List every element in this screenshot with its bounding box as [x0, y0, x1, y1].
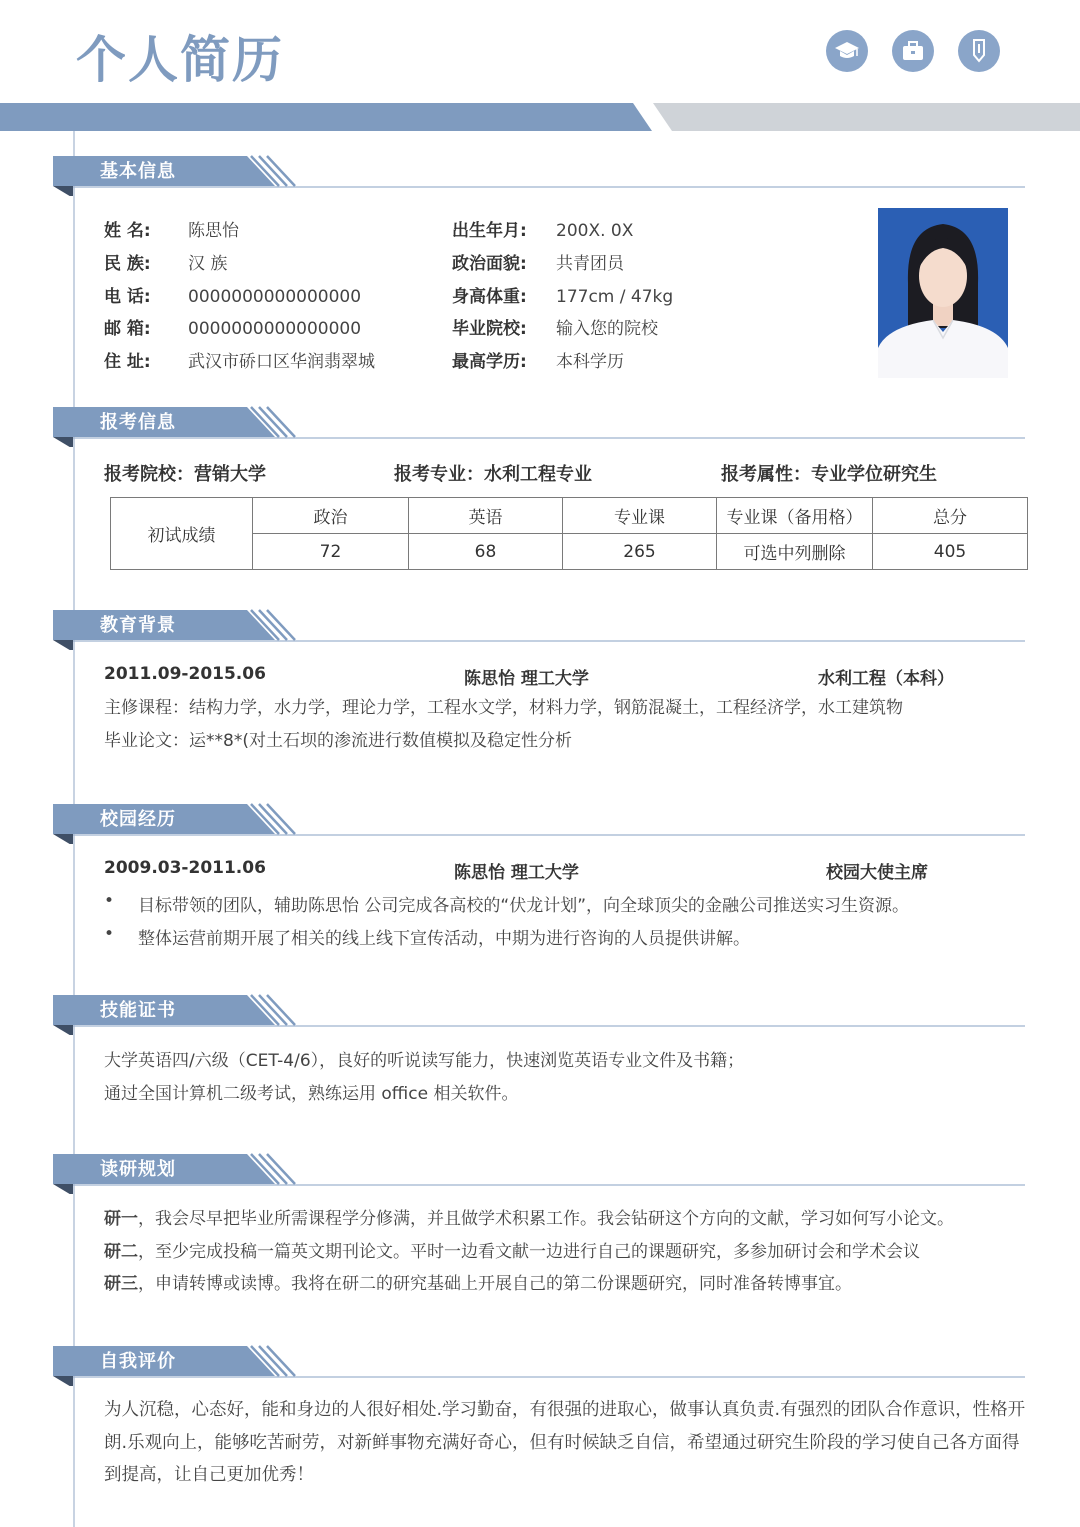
table-row — [111, 498, 1028, 534]
plan-label: 研三 — [104, 1274, 138, 1294]
table-header: 专业课 — [563, 498, 717, 534]
campus-bullet-text: 目标带领的团队，辅助陈思怡 公司完成各高校的“伏龙计划”，向全球顶尖的金融公司推送实习生资源。 — [138, 896, 910, 916]
info-label: 出生年月: — [452, 221, 527, 241]
plan-label: 研一 — [104, 1209, 138, 1229]
info-label: 身高体重: — [452, 287, 527, 307]
table-cell: 可选中列删除 — [717, 534, 873, 570]
campus-school: 陈思怡 理工大学 — [454, 863, 579, 883]
graduation-cap-icon — [826, 30, 868, 72]
info-height-weight — [452, 286, 673, 308]
info-label: 住 址: — [104, 352, 151, 372]
education-school: 陈思怡 理工大学 — [464, 669, 589, 689]
section-self-eval — [53, 1342, 1025, 1386]
section-apply-info — [53, 403, 1025, 447]
info-label: 政治面貌: — [452, 254, 527, 274]
section-title: 自我评价 — [100, 1351, 176, 1372]
page-title: 个人简历 — [76, 31, 284, 89]
section-header — [53, 1150, 1025, 1194]
education-major: 水利工程（本科） — [818, 669, 954, 689]
header-icons — [826, 30, 1000, 72]
info-value: 本科学历 — [556, 352, 624, 372]
info-value: 输入您的院校 — [556, 319, 658, 339]
campus-role: 校园大使主席 — [826, 863, 928, 883]
table-cell: 405 — [873, 534, 1028, 570]
info-label: 邮 箱: — [104, 319, 151, 339]
table-cell: 初试成绩 — [111, 498, 253, 570]
info-value: 0000000000000000 — [188, 287, 362, 307]
plan-text: ，至少完成投稿一篇英文期刊论文。平时一边看文献一边进行自己的课题研究，多参加研讨会和学术会议 — [138, 1242, 920, 1262]
section-header — [53, 152, 1025, 196]
table-cell: 68 — [409, 534, 563, 570]
section-campus — [53, 800, 1025, 844]
profile-photo — [878, 208, 1008, 378]
info-label: 毕业院校: — [452, 319, 527, 339]
info-name — [104, 220, 239, 242]
section-plan — [53, 1150, 1025, 1194]
section-basic-info — [53, 152, 1025, 196]
header-band — [0, 103, 1080, 131]
info-label: 姓 名: — [104, 221, 151, 241]
section-title: 基本信息 — [100, 161, 176, 182]
info-school — [452, 318, 658, 340]
bullet-icon: • — [104, 891, 115, 911]
info-value: 0000000000000000 — [188, 319, 362, 339]
section-title: 技能证书 — [100, 1000, 176, 1021]
plan-item — [104, 1241, 920, 1263]
section-title: 校园经历 — [100, 809, 176, 830]
info-label: 民 族: — [104, 254, 151, 274]
education-date: 2011.09-2015.06 — [104, 664, 266, 684]
info-ethnicity — [104, 253, 227, 275]
skills-line: 大学英语四/六级（CET-4/6），良好的听说读写能力，快速浏览英语专业文件及书籍； — [104, 1051, 745, 1071]
self-eval-text: 为人沉稳，心态好，能和身边的人很好相处.学习勤奋，有很强的进取心，做事认真负责.有强烈的团队合作意识，性格开朗.乐观向上，能够吃苦耐劳，对新鲜事物充满好奇心，但有时候缺乏自信，希望通过研究生阶段的学习使自己各方面得到提高，让自己更加优秀！ — [104, 1400, 1026, 1485]
info-value: 200X. 0X — [556, 221, 634, 241]
apply-major: 报考专业：水利工程专业 — [394, 464, 592, 485]
section-header — [53, 403, 1025, 447]
info-phone — [104, 286, 361, 308]
score-table — [110, 497, 1028, 570]
info-value: 177cm / 47kg — [556, 287, 674, 307]
skills-line: 通过全国计算机二级考试，熟练运用 office 相关软件。 — [104, 1084, 519, 1104]
campus-date: 2009.03-2011.06 — [104, 858, 266, 878]
apply-school: 报考院校：营销大学 — [104, 464, 266, 485]
education-courses: 主修课程：结构力学，水力学，理论力学，工程水文学，材料力学，钢筋混凝土，工程经济学，水工建筑物 — [104, 698, 903, 718]
table-header: 专业课（备用格） — [717, 498, 873, 534]
info-value: 武汉市硚口区华润翡翠城 — [188, 352, 375, 372]
info-value: 共青团员 — [556, 254, 624, 274]
plan-text: ，申请转博或读博。我将在研二的研究基础上开展自己的第二份课题研究，同时准备转博事宜。 — [138, 1274, 852, 1294]
briefcase-icon — [892, 30, 934, 72]
campus-bullet-text: 整体运营前期开展了相关的线上线下宣传活动，中期为进行咨询的人员提供讲解。 — [138, 929, 750, 949]
info-birth — [452, 220, 633, 242]
section-title: 教育背景 — [100, 615, 176, 636]
info-political — [452, 253, 624, 275]
apply-type: 报考属性：专业学位研究生 — [721, 464, 937, 485]
section-header — [53, 800, 1025, 844]
section-header — [53, 606, 1025, 650]
info-value: 陈思怡 — [188, 221, 239, 241]
section-skills — [53, 991, 1025, 1035]
section-header — [53, 1342, 1025, 1386]
table-header: 英语 — [409, 498, 563, 534]
table-header: 政治 — [253, 498, 409, 534]
table-cell: 265 — [563, 534, 717, 570]
info-email — [104, 318, 361, 340]
info-degree — [452, 351, 624, 373]
plan-item — [104, 1273, 852, 1295]
info-label: 最高学历: — [452, 352, 527, 372]
section-education — [53, 606, 1025, 650]
section-title: 报考信息 — [100, 412, 176, 433]
section-title: 读研规划 — [100, 1159, 176, 1180]
info-value: 汉 族 — [188, 254, 228, 274]
table-header: 总分 — [873, 498, 1028, 534]
info-address — [104, 351, 375, 373]
section-header — [53, 991, 1025, 1035]
plan-text: ，我会尽早把毕业所需课程学分修满，并且做学术积累工作。我会钻研这个方向的文献，学习如何写小论文。 — [138, 1209, 954, 1229]
table-cell: 72 — [253, 534, 409, 570]
plan-label: 研二 — [104, 1242, 138, 1262]
plan-item — [104, 1208, 954, 1230]
bullet-icon: • — [104, 924, 115, 944]
pen-icon — [958, 30, 1000, 72]
info-label: 电 话: — [104, 287, 151, 307]
education-thesis: 毕业论文：运**8*(对土石坝的渗流进行数值模拟及稳定性分析 — [104, 731, 572, 751]
